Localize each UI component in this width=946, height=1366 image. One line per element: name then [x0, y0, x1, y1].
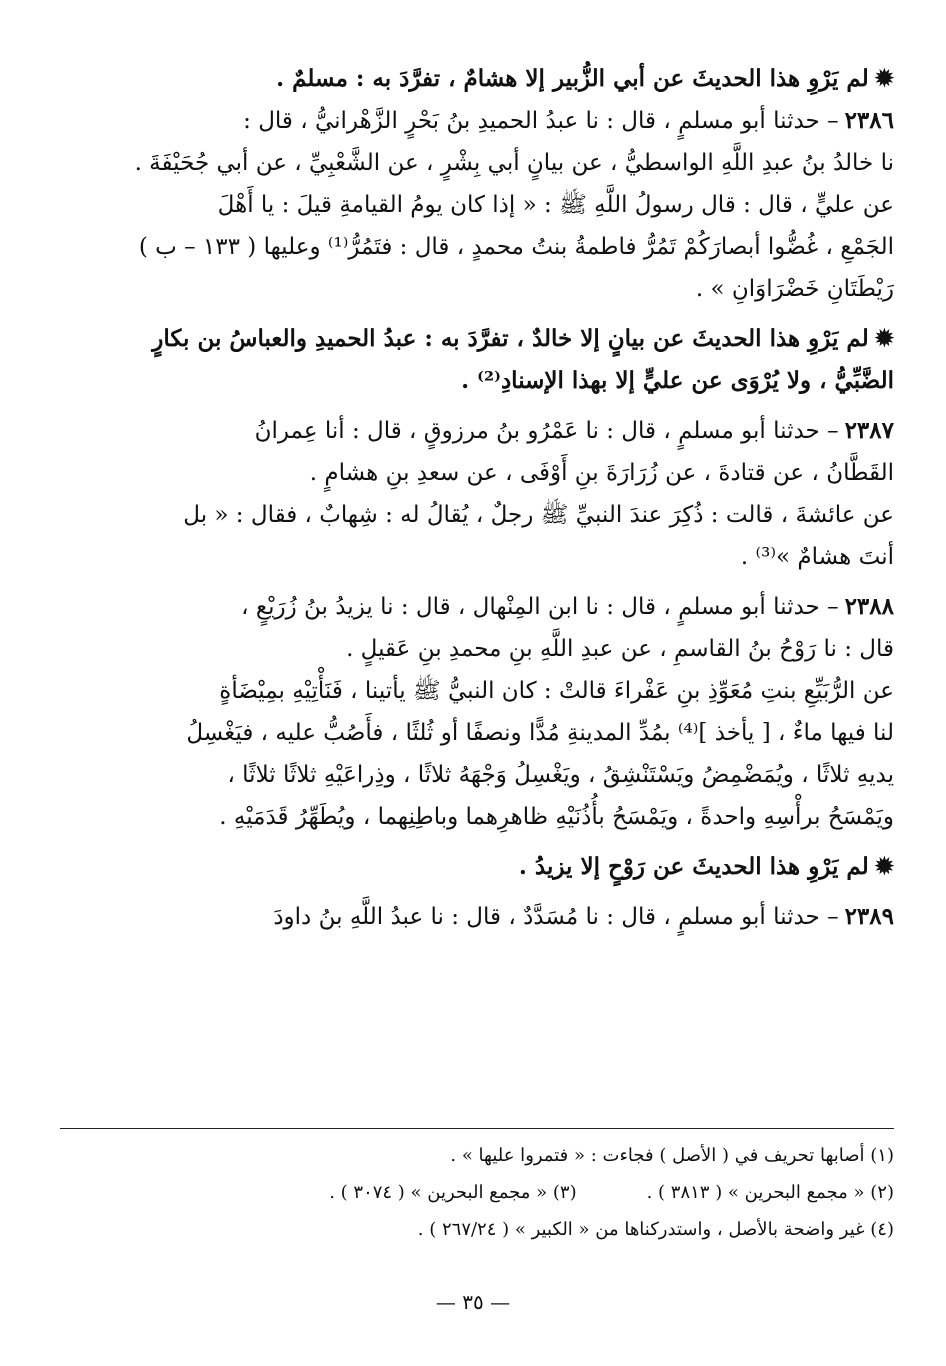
hadith-2388-line: عن الرُّبَيِّعِ بنتِ مُعَوِّذِ بنِ عَفْراءَ قالتْ : كان النبيُّ ﷺ يأتينا ، فَنَأْتِيْهِ بمِيْضَأةٍ	[219, 678, 894, 704]
hadith-number: ٢٣٨٩	[844, 903, 894, 930]
footnote: (٢) « مجمع البحرين » ( ٣٨١٣ ) .	[646, 1182, 894, 1203]
hadith-2388-line: لنا فيها ماءٌ ، [ يأخذ ]⁽⁴⁾ بمُدِّ المدينةِ مُدًّا ونصفًا أو ثُلثًا ، فأَصُبُّ عليه ، فيَغْسِلُ	[186, 720, 894, 746]
page-body	[60, 58, 894, 938]
footnotes	[60, 1128, 894, 1248]
star-icon: ✹	[874, 65, 894, 92]
hadith-2387-line: القَطَّانُ ، عن قتادةَ ، عن زُرَارَةَ بنِ أَوْفَى ، عن سعدِ بنِ هشامٍ .	[309, 460, 894, 486]
hadith-2387-line: عن عائشةَ ، قالت : ذُكِرَ عندَ النبيِّ ﷺ رجلٌ ، يُقالُ له : شِهابٌ ، فقال : « بل	[183, 502, 894, 528]
hadith-2388-line: ٢٣٨٨– حدثنا أبو مسلمٍ ، قال : نا ابن المِنْهال ، قال : نا يزيدُ بنُ زُرَيْعٍ ،	[241, 593, 894, 620]
narration-note: ✹لم يَرْوِ هذا الحديثَ عن رَوْحٍ إلا يزيدُ .	[518, 853, 894, 880]
narration-note-line: الضَّبِّيُّ ، ولا يُرْوَى عن عليٍّ إلا بهذا الإسنادِ⁽²⁾ .	[461, 367, 894, 394]
footnote-row	[60, 1174, 894, 1211]
narration-note: ✹لم يَرْوِ هذا الحديثَ عن أبي الزُّبير إلا هشامٌ ، تفرَّدَ به : مسلمٌ .	[276, 65, 894, 92]
hadith-2387-line: أنتَ هشامٌ »⁽³⁾ .	[740, 544, 894, 570]
hadith-2386-line: عن عليٍّ ، قال : قال رسولُ اللَّهِ ﷺ : « إذا كان يومُ القيامةِ قيلَ : يا أَهْلَ	[217, 192, 894, 218]
hadith-number: ٢٣٨٦	[844, 107, 894, 134]
hadith-2387-line: ٢٣٨٧– حدثنا أبو مسلمٍ ، قال : نا عَمْرُو بنُ مرزوقٍ ، قال : أنا عِمرانُ	[254, 417, 894, 444]
hadith-2386-line: رَيْطَتَانِ خَضْرَاوَانِ » .	[695, 276, 894, 302]
hadith-2386-line: الجَمْعِ ، غُضُّوا أبصارَكُمْ تَمُرُّ فاطمةُ بنتُ محمدٍ ، قال : فتَمُرُّ⁽¹⁾ وعليها ( ١٣٣ – ب )	[138, 234, 894, 260]
footnote: (٤) غير واضحة بالأصل ، واستدركناها من « الكبير » ( ٢٦٧/٢٤ ) .	[417, 1219, 894, 1240]
footnote: (١) أصابها تحريف في ( الأصل ) فجاءت : « فتمروا عليها » .	[450, 1145, 894, 1166]
hadith-2389-line: ٢٣٨٩– حدثنا أبو مسلمٍ ، قال : نا مُسَدَّدٌ ، قال : نا عبدُ اللَّهِ بنُ داودَ	[273, 903, 894, 930]
hadith-number: ٢٣٨٧	[844, 417, 894, 444]
hadith-2386-line: ٢٣٨٦– حدثنا أبو مسلمٍ ، قال : نا عبدُ الحميدِ بنُ بَحْرٍ الزَّهْرانيُّ ، قال :	[243, 107, 894, 134]
hadith-2388-line: يديهِ ثلاثًا ، ويُمَضْمِضُ ويَسْتَنْشِقُ ، ويَغْسِلُ وَجْهَهُ ثلاثًا ، وذِراعَيْهِ ثلاثًا ثلاثًا ،	[227, 762, 894, 788]
hadith-number: ٢٣٨٨	[844, 593, 894, 620]
page-number: — ٣٥ —	[435, 1290, 511, 1314]
star-icon: ✹	[874, 325, 894, 352]
hadith-2386-line: نا خالدُ بنُ عبدِ اللَّهِ الواسطيُّ ، عن بيانٍ أبي بِشْرٍ ، عن الشَّعْبِيِّ ، عن أبي جُحَيْفَةَ .	[134, 150, 894, 176]
hadith-2388-line: قال : نا رَوْحُ بنُ القاسمِ ، عن عبدِ اللَّهِ بنِ محمدِ بنِ عَقيلٍ .	[346, 636, 894, 662]
footnote: (٣) « مجمع البحرين » ( ٣٠٧٤ ) .	[329, 1182, 577, 1203]
star-icon: ✹	[874, 853, 894, 880]
narration-note: ✹لم يَرْوِ هذا الحديثَ عن بيانٍ إلا خالدٌ ، تفرَّدَ به : عبدُ الحميدِ والعباسُ بن بكارٍ	[152, 325, 894, 352]
hadith-2388-line: ويَمْسَحُ برأْسِهِ واحدةً ، ويَمْسَحُ بأُذُنَيْهِ ظاهرِهما وباطِنِهما ، ويُطَهِّرُ قَدَمَيْهِ .	[219, 804, 894, 830]
